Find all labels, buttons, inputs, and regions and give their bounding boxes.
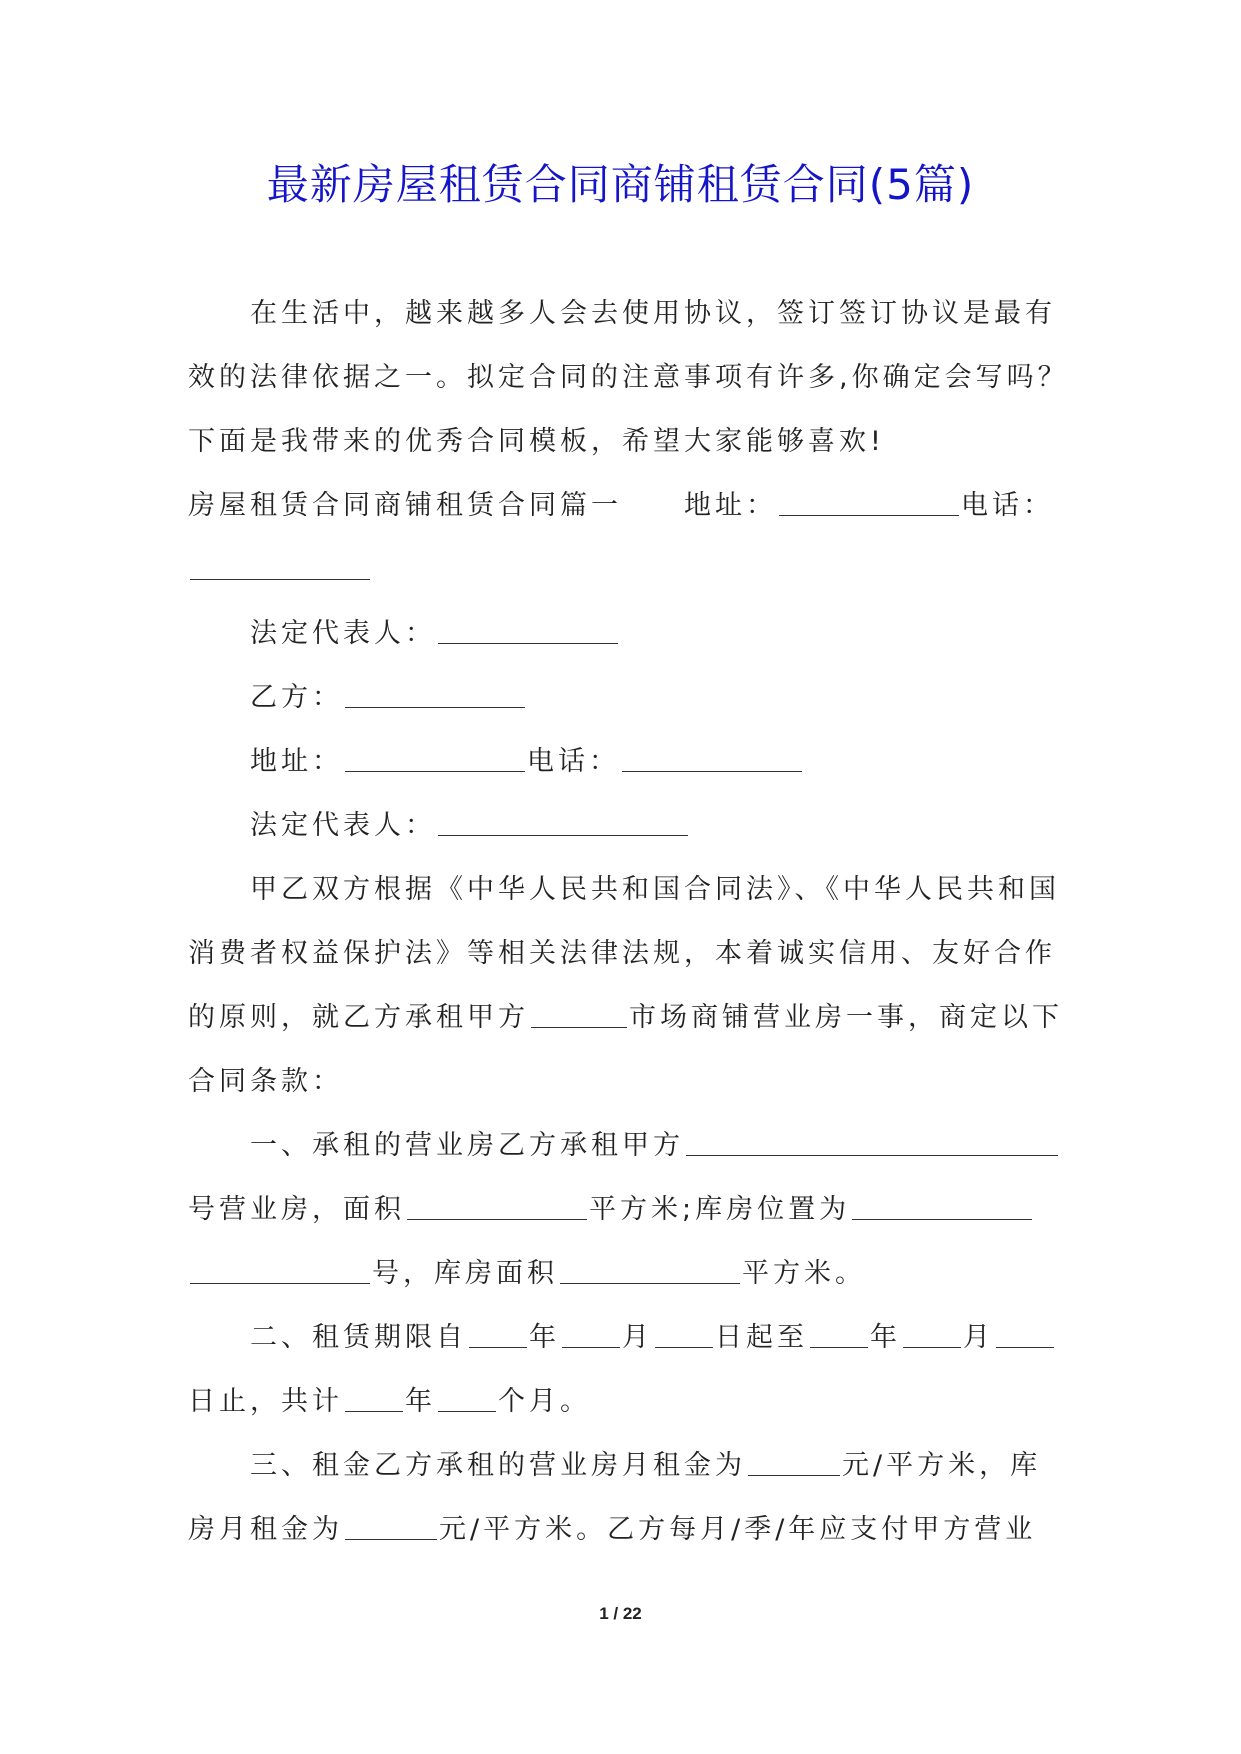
address-blank-b — [345, 751, 525, 772]
legal-rep-line-b — [188, 794, 1058, 858]
clause3-text-b: 元/平方米，库 — [842, 1450, 1042, 1481]
legal-rep-label-b: 法定代表人： — [250, 810, 436, 841]
clause1-text-b: 号营业房，面积 — [188, 1194, 405, 1225]
clause3-line-1 — [188, 1434, 1058, 1498]
clause3-text-c: 房月租金为 — [188, 1514, 343, 1545]
address-label-b: 地址： — [250, 746, 343, 777]
month-label-1: 月 — [622, 1322, 653, 1353]
clause1-text-d: 号，库房面积 — [372, 1258, 558, 1289]
day-from-label: 日起至 — [715, 1322, 808, 1353]
clause2-line-2 — [188, 1370, 1058, 1434]
storage-location-blank — [852, 1199, 1032, 1220]
clause1-text-e: 平方米。 — [742, 1258, 866, 1289]
basis-line-1: 甲乙双方根据《中华人民共和国合同法》、《中华人民共和国 — [250, 874, 1060, 905]
total-months-blank — [438, 1391, 496, 1412]
clause1-line-3 — [188, 1242, 1058, 1306]
end-month-blank — [903, 1327, 961, 1348]
month-label-2: 月 — [963, 1322, 994, 1353]
year-label-1: 年 — [529, 1322, 560, 1353]
document-body — [188, 282, 1069, 1562]
total-years-blank — [345, 1391, 403, 1412]
basis-text-b: 市场商铺营业房一事，商定以下 — [629, 1002, 1063, 1033]
clause3-line-2 — [188, 1498, 1058, 1562]
clause3-text-a: 三、租金乙方承租的营业房月租金为 — [250, 1450, 746, 1481]
address-label: 地址： — [684, 490, 777, 521]
legal-rep-line-a — [188, 602, 1058, 666]
basis-text-a: 的原则，就乙方承租甲方 — [188, 1002, 529, 1033]
storage-rent-blank — [345, 1519, 437, 1540]
intro-line-2: 效的法律依据之一。拟定合同的注意事项有许多,你确定会写吗？ — [188, 362, 1069, 393]
phone-blank-line — [188, 538, 1058, 602]
phone-blank-b — [622, 751, 802, 772]
phone-blank — [190, 559, 370, 580]
clause2-line-1 — [188, 1306, 1058, 1370]
party-b-blank — [345, 687, 525, 708]
monthly-rent-blank — [748, 1455, 840, 1476]
clause2-text-a: 二、租赁期限自 — [250, 1322, 467, 1353]
months-label: 个月。 — [498, 1386, 591, 1417]
party-b-label: 乙方： — [250, 682, 343, 713]
section-heading-line — [188, 474, 1058, 538]
intro-line-1: 在生活中，越来越多人会去使用协议，签订签订协议是最有 — [250, 298, 1056, 329]
market-blank — [531, 1007, 627, 1028]
year-label-3: 年 — [405, 1386, 436, 1417]
start-day-blank — [655, 1327, 713, 1348]
legal-rep-label: 法定代表人： — [250, 618, 436, 649]
storage-location-blank-2 — [190, 1263, 370, 1284]
legal-rep-blank-b — [438, 815, 688, 836]
storage-area-blank — [560, 1263, 740, 1284]
address-blank — [779, 495, 959, 516]
basis-line-3 — [188, 986, 1063, 1050]
until-label: 日止，共计 — [188, 1386, 343, 1417]
phone-label-b: 电话： — [527, 746, 620, 777]
unit-number-blank — [686, 1135, 1058, 1156]
start-year-blank — [469, 1327, 527, 1348]
clause1-text-a: 一、承租的营业房乙方承租甲方 — [250, 1130, 684, 1161]
start-month-blank — [562, 1327, 620, 1348]
party-b-address-line — [188, 730, 1058, 794]
intro-line-3: 下面是我带来的优秀合同模板，希望大家能够喜欢! — [188, 426, 885, 457]
end-year-blank — [810, 1327, 868, 1348]
page-indicator: 1 / 22 — [599, 1604, 642, 1623]
basis-line-2: 消费者权益保护法》等相关法律法规，本着诚实信用、友好合作 — [188, 938, 1056, 969]
clause3-text-d: 元/平方米。乙方每月/季/年应支付甲方营业 — [439, 1514, 1037, 1545]
document-title: 最新房屋租赁合同商铺租赁合同(5篇) — [266, 160, 975, 209]
clause1-text-c: 平方米;库房位置为 — [589, 1194, 851, 1225]
end-day-blank — [996, 1327, 1054, 1348]
area-blank — [407, 1199, 587, 1220]
phone-label: 电话： — [961, 490, 1054, 521]
section-heading: 房屋租赁合同商铺租赁合同篇一 — [188, 490, 622, 521]
party-b-line — [188, 666, 1058, 730]
year-label-2: 年 — [870, 1322, 901, 1353]
legal-rep-blank — [438, 623, 618, 644]
clause1-line-2 — [188, 1178, 1058, 1242]
clause1-line-1 — [188, 1114, 1058, 1178]
basis-line-4: 合同条款： — [188, 1066, 343, 1097]
